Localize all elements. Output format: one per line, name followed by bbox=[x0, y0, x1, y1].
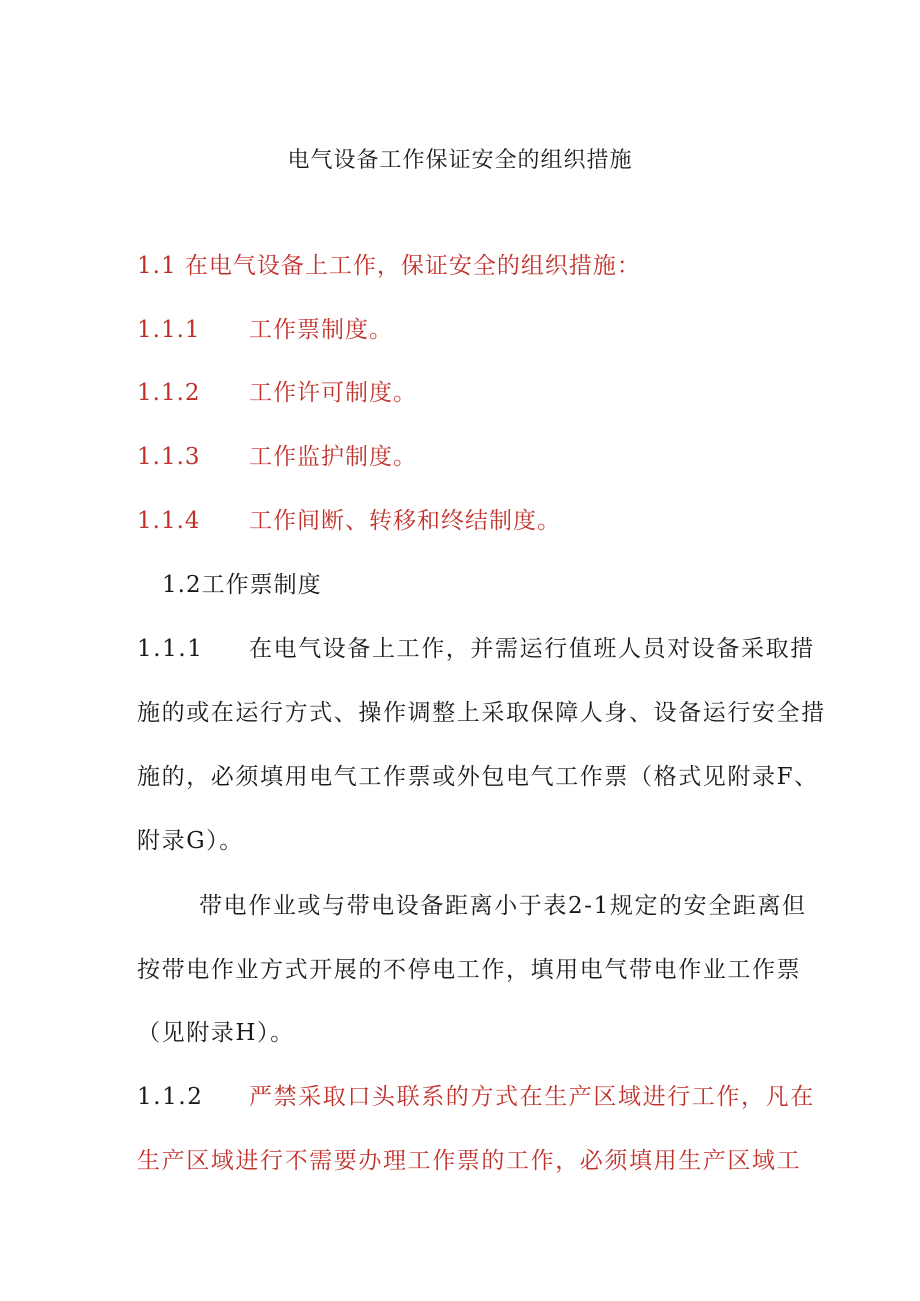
item-text: 工作票制度。 bbox=[249, 317, 393, 343]
paragraph-1-line-3: 施的，必须填用电气工作票或外包电气工作票（格式见附录F、 bbox=[137, 764, 819, 790]
list-item bbox=[137, 505, 561, 537]
paragraph-number: 1.1.1 bbox=[137, 636, 204, 662]
item-number: 1.1.1 bbox=[137, 317, 201, 343]
list-item bbox=[137, 441, 417, 473]
paragraph-text: 在电气设备上工作，并需运行值班人员对设备采取措 bbox=[249, 636, 815, 662]
paragraph-1-line-4: 附录G）。 bbox=[137, 828, 244, 854]
item-number: 1.1.4 bbox=[137, 508, 201, 534]
paragraph-1-line-1 bbox=[137, 633, 815, 665]
paragraph-2-line-1: 带电作业或与带电设备距离小于表2-1规定的安全距离但 bbox=[199, 893, 807, 919]
paragraph-3-line-2: 生产区域进行不需要办理工作票的工作，必须填用生产区域工 bbox=[137, 1148, 802, 1174]
item-text: 工作监护制度。 bbox=[249, 444, 417, 470]
paragraph-3-line-1 bbox=[137, 1081, 815, 1113]
item-number: 1.1.3 bbox=[137, 444, 201, 470]
paragraph-2-line-3: （见附录H）。 bbox=[137, 1020, 295, 1046]
document-title: 电气设备工作保证安全的组织措施 bbox=[287, 148, 633, 173]
paragraph-2-line-2: 按带电作业方式开展的不停电工作，填用电气带电作业工作票 bbox=[137, 957, 802, 983]
paragraph-number: 1.1.2 bbox=[137, 1084, 204, 1110]
section-1-2-heading: 1.2工作票制度 bbox=[162, 572, 322, 598]
list-item bbox=[137, 377, 417, 409]
item-number: 1.1.2 bbox=[137, 380, 201, 406]
list-item bbox=[137, 314, 393, 346]
paragraph-1-line-2: 施的或在运行方式、操作调整上采取保障人身、设备运行安全措 bbox=[137, 700, 826, 726]
item-text: 工作间断、转移和终结制度。 bbox=[249, 508, 561, 534]
paragraph-text: 严禁采取口头联系的方式在生产区域进行工作，凡在 bbox=[249, 1084, 815, 1110]
item-text: 工作许可制度。 bbox=[249, 380, 417, 406]
section-1-1-heading: 1.1 在电气设备上工作，保证安全的组织措施： bbox=[137, 253, 641, 279]
